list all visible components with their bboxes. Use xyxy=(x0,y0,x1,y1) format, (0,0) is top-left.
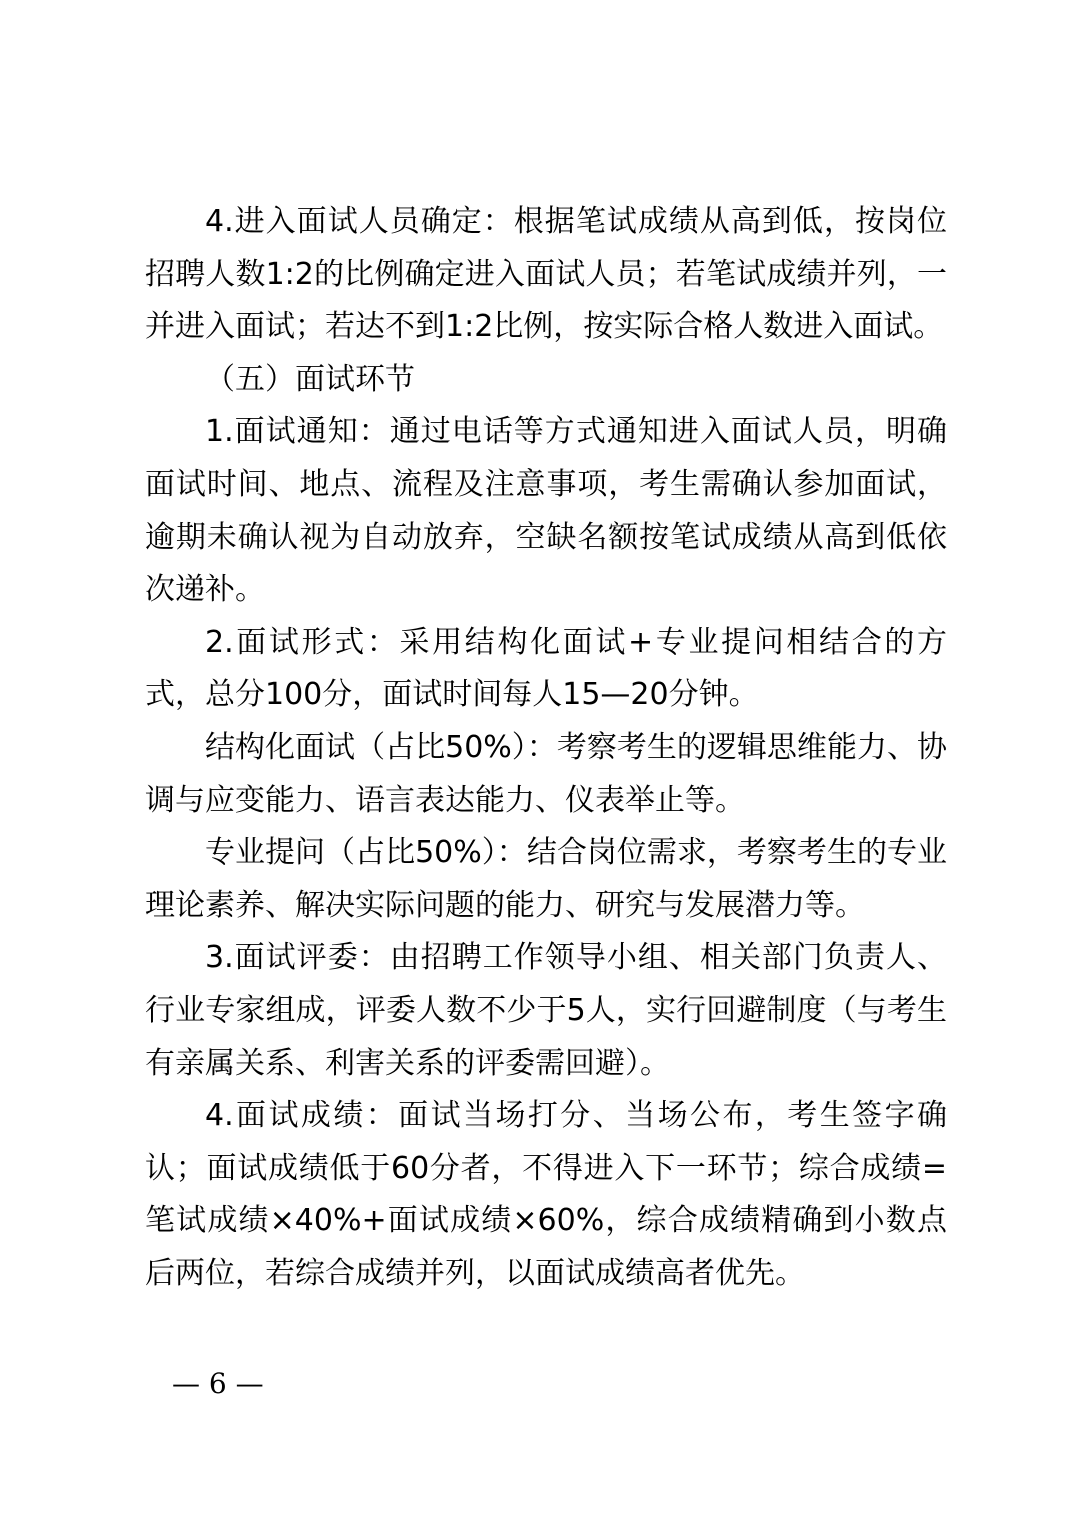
paragraph-structured-interview: 结构化面试（占比50%）：考察考生的逻辑思维能力、协调与应变能力、语言表达能力、仪表举止等。 xyxy=(145,729,947,818)
paragraph-interview-scores: 4.面试成绩：面试当场打分、当场公布，考生签字确认；面试成绩低于60分者，不得进入下一环节；综合成绩=笔试成绩×40%+面试成绩×60%，综合成绩精确到小数点后两位，若综合成绩并列，以面试成绩高者优先。 xyxy=(145,1098,947,1291)
paragraph-interview-notice: 1.面试通知：通过电话等方式通知进入面试人员，明确面试时间、地点、流程及注意事项，考生需确认参加面试，逾期未确认视为自动放弃，空缺名额按笔试成绩从高到低依次递补。 xyxy=(145,414,947,608)
paragraph-professional-questions: 专业提问（占比50%）：结合岗位需求，考察考生的专业理论素养、解决实际问题的能力、研究与发展潜力等。 xyxy=(145,835,947,923)
paragraph-interview-judges: 3.面试评委：由招聘工作领导小组、相关部门负责人、行业专家组成，评委人数不少于5人，实行回避制度（与考生有亲属关系、利害关系的评委需回避）。 xyxy=(145,940,947,1081)
section-heading-interview: （五）面试环节 xyxy=(205,361,415,397)
paragraph-interview-candidates: 4.进入面试人员确定：根据笔试成绩从高到低，按岗位招聘人数1:2的比例确定进入面试人员；若笔试成绩并列，一并进入面试；若达不到1:2比例，按实际合格人数进入面试。 xyxy=(145,204,947,345)
document-body xyxy=(145,196,947,1300)
page-number: — 6 — xyxy=(172,1367,264,1400)
paragraph-interview-format: 2.面试形式：采用结构化面试+专业提问相结合的方式，总分100分，面试时间每人15—20分钟。 xyxy=(145,624,947,713)
